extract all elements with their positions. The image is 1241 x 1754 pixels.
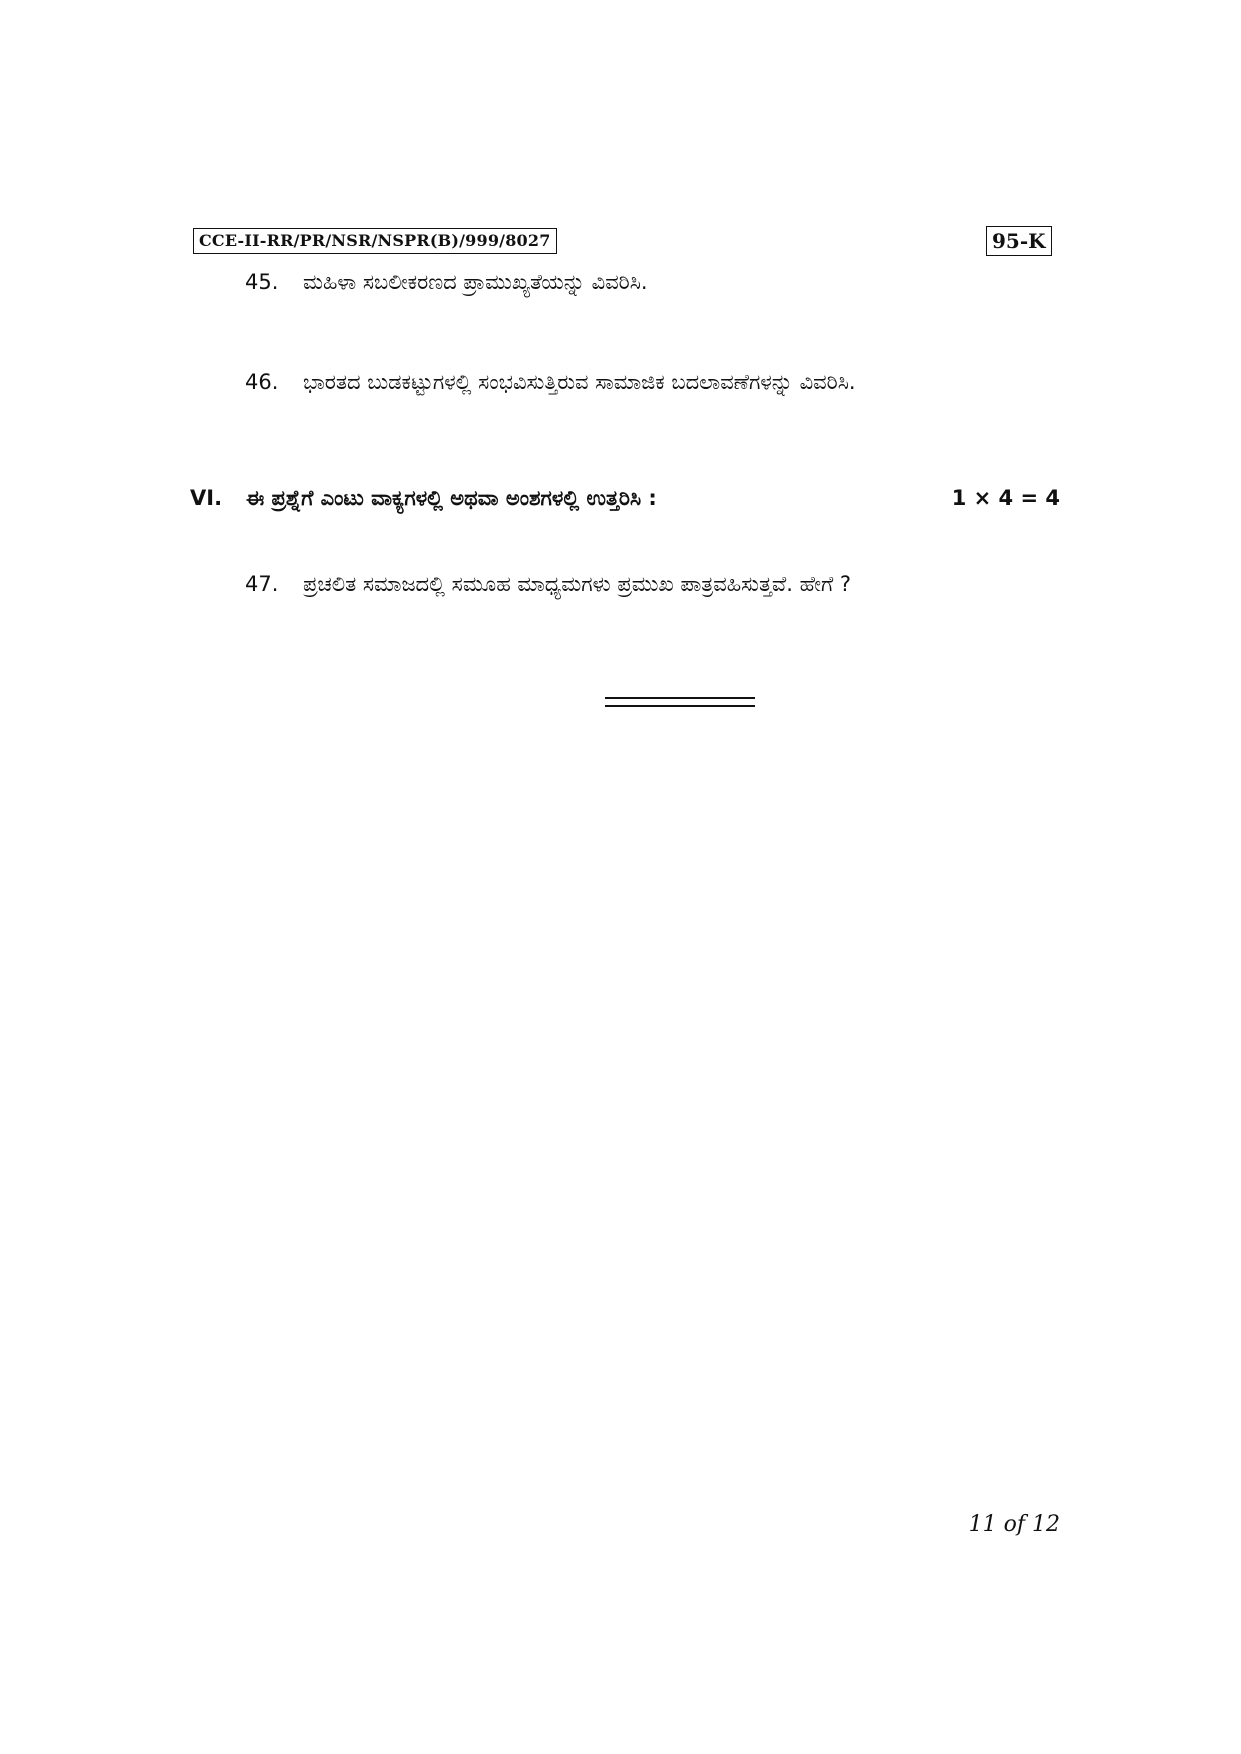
question-text: ಭಾರತದ ಬುಡಕಟ್ಟುಗಳಲ್ಲಿ ಸಂಭವಿಸುತ್ತಿರುವ ಸಾಮಾಜಿಕ ಬದಲಾವಣೆಗಳನ್ನು ವಿವರಿಸಿ. <box>303 370 856 394</box>
question-46 <box>245 364 856 400</box>
paper-version-tag: 95-K <box>986 226 1052 256</box>
question-45 <box>245 264 648 300</box>
question-paper-code: CCE-II-RR/PR/NSR/NSPR(B)/999/8027 <box>193 228 557 254</box>
section-number: VI. <box>190 486 223 510</box>
page-number: 11 of 12 <box>968 1512 1060 1537</box>
question-number: 47. <box>245 572 279 596</box>
question-text: ಪ್ರಚಲಿತ ಸಮಾಜದಲ್ಲಿ ಸಮೂಹ ಮಾಧ್ಯಮಗಳು ಪ್ರಮುಖ ಪಾತ್ರವಹಿಸುತ್ತವೆ. ಹೇಗೆ ? <box>303 572 852 596</box>
section-vi-heading <box>190 478 1060 518</box>
section-marks: 1 × 4 = 4 <box>951 486 1060 510</box>
question-47 <box>245 566 851 602</box>
question-text: ಮಹಿಳಾ ಸಬಲೀಕರಣದ ಪ್ರಾಮುಖ್ಯತೆಯನ್ನು ವಿವರಿಸಿ. <box>303 270 648 294</box>
question-number: 46. <box>245 370 279 394</box>
end-of-section-rule <box>605 697 755 707</box>
question-number: 45. <box>245 270 279 294</box>
section-instruction: ಈ ಪ್ರಶ್ನೆಗೆ ಎಂಟು ವಾಕ್ಯಗಳಲ್ಲಿ ಅಥವಾ ಅಂಶಗಳಲ್ಲಿ ಉತ್ತರಿಸಿ : <box>246 486 657 510</box>
